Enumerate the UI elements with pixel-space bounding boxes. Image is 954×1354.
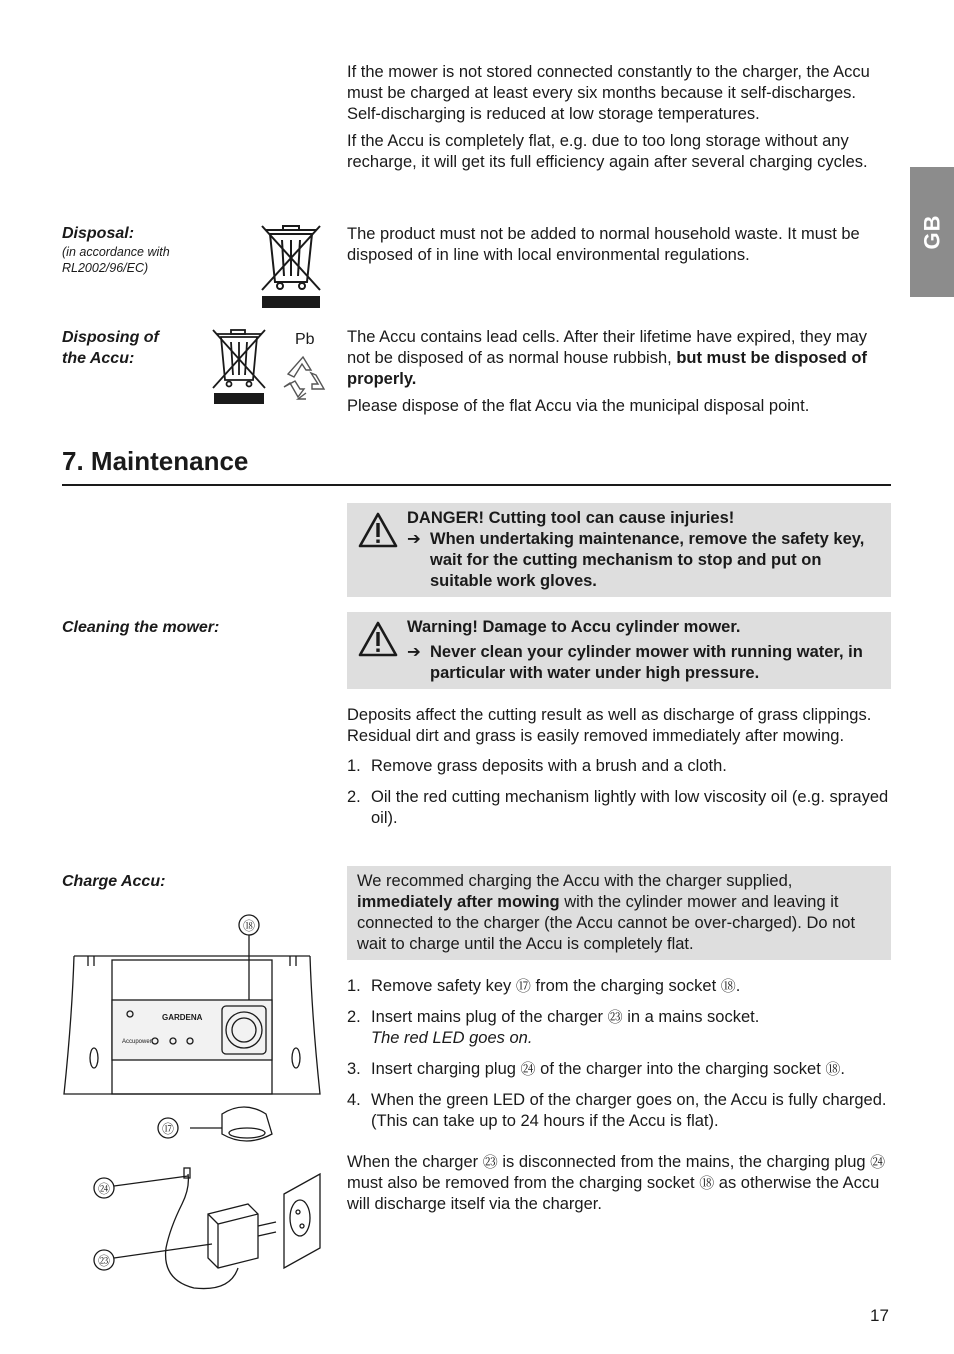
warning-triangle-icon (357, 511, 399, 549)
charge-recommendation-box (347, 866, 891, 960)
charge-recommendation-text (357, 871, 882, 955)
callout-ref: ⑰ (515, 978, 531, 995)
danger-instruction-text: When undertaking maintenance, remove the safety key, wait for the cutting mechanism to stop and put on suitable work gloves. (430, 530, 865, 590)
charge-step (347, 1007, 892, 1049)
step-number: 4. (347, 1091, 361, 1109)
charge-step (347, 1090, 892, 1132)
callout-ref: ⑱ (720, 978, 736, 995)
arrow-icon: ➔ (407, 643, 421, 661)
disposing-accu-label-line-2: the Accu: (62, 350, 135, 367)
cleaning-warning-text: Never clean your cylinder mower with running water, in particular with water under high pressure. (430, 643, 863, 682)
step-text: Remove grass deposits with a brush and a cloth. (371, 757, 727, 775)
disposing-accu-text (347, 327, 892, 390)
final-text: as otherwise the Accu will discharge itself via the charger. (347, 1174, 880, 1213)
disposing-accu-label-block (62, 327, 212, 369)
danger-box (347, 503, 891, 597)
panel-label: Accupower (122, 1039, 152, 1045)
step-number: 1. (347, 977, 361, 995)
disposal-directive-line-2: RL2002/96/EC) (62, 261, 149, 275)
step-text-end: . (840, 1060, 846, 1078)
step-number: 3. (347, 1060, 361, 1078)
step-text: Oil the red cutting mechanism lightly with low viscosity oil (e.g. sprayed oil). (371, 788, 889, 827)
lead-symbol: Pb (295, 331, 315, 348)
crossed-bin-icon (258, 224, 324, 310)
step-text: from the charging socket (535, 977, 717, 995)
storage-paragraph-1: If the mower is not stored connected constantly to the charger, the Accu must be charged at least every six months because it self-discharges. Self-discharging is reduced at low storage temperatures. (347, 63, 870, 123)
recycling-icon (278, 353, 328, 403)
cleaning-body (347, 705, 892, 829)
section-title: 7. Maintenance (62, 446, 249, 476)
page-number: 17 (870, 1306, 889, 1325)
step-text: When the green LED of the charger goes on, the Accu is fully charged. (This can take up to 24 hours if the Accu is flat). (371, 1091, 887, 1130)
step-text: Insert charging plug (371, 1060, 516, 1078)
final-text: When the charger (347, 1153, 479, 1171)
cleaning-warning-box (347, 612, 891, 689)
step-number: 2. (347, 1008, 361, 1026)
step-text: of the charger into the charging socket (540, 1060, 821, 1078)
cleaning-warning-text-block (407, 617, 879, 684)
storage-section (347, 62, 892, 173)
charge-step (347, 1059, 892, 1080)
callout-ref: ㉔ (870, 1154, 886, 1171)
callout-ref: ㉔ (520, 1061, 536, 1078)
cleaning-step (347, 756, 892, 777)
language-tab-label: GB (919, 214, 945, 250)
callout-24-label: ㉔ (97, 1182, 111, 1196)
crossed-bin-small-icon (209, 328, 269, 406)
disposing-accu-section (347, 327, 892, 417)
step-text: Remove safety key (371, 977, 512, 995)
cleaning-warning-instruction (407, 642, 879, 684)
step-text: Insert mains plug of the charger (371, 1008, 604, 1026)
step-note: The red LED goes on. (371, 1029, 533, 1047)
disposal-label: Disposal: (62, 225, 135, 242)
charge-step (347, 976, 892, 997)
charge-box-end: with the cylinder mower and leaving it connected to the charger (the Accu cannot be over-charged). Do not wait to charge until the Accu is completely flat. (357, 893, 856, 953)
danger-text-block (407, 508, 879, 592)
callout-ref: ㉓ (607, 1009, 623, 1026)
callout-ref: ⑱ (699, 1175, 715, 1192)
brand-logo: GARDENA (162, 1013, 203, 1022)
danger-title: DANGER! Cutting tool can cause injuries! (407, 509, 735, 527)
storage-paragraph-2: If the Accu is completely flat, e.g. due to too long storage without any recharge, it will get its full efficiency again after several charging cycles. (347, 132, 868, 171)
language-tab-gb (910, 167, 954, 297)
warning-triangle-icon (357, 620, 399, 658)
cleaning-label: Cleaning the mower: (62, 619, 220, 636)
step-number: 1. (347, 757, 361, 775)
charge-final-note (347, 1152, 892, 1215)
charging-illustration (62, 908, 332, 1298)
final-text: is disconnected from the mains, the charging plug (502, 1153, 866, 1171)
arrow-icon: ➔ (407, 530, 421, 548)
callout-ref: ⑱ (825, 1061, 841, 1078)
danger-instruction (407, 529, 879, 592)
callout-18-label: ⑱ (242, 919, 256, 933)
charge-box-start: We recommed charging the Accu with the charger supplied, (357, 872, 793, 890)
disposing-accu-text-2: Please dispose of the flat Accu via the municipal disposal point. (347, 397, 810, 415)
disposing-accu-label-line-1: Disposing of (62, 329, 159, 346)
cleaning-step (347, 787, 892, 829)
step-text-end: . (735, 977, 741, 995)
disposal-text: The product must not be added to normal household waste. It must be disposed of in line with local environmental regulations. (347, 225, 860, 264)
callout-17-label: ⑰ (161, 1122, 175, 1136)
cleaning-intro: Deposits affect the cutting result as well as discharge of grass clippings. Residual dirt and grass is easily removed immediately after mowing. (347, 706, 872, 745)
callout-23-label: ㉓ (97, 1254, 111, 1268)
final-text: must also be removed from the charging socket (347, 1174, 695, 1192)
disposing-accu-text-bold: but must be disposed of properly. (347, 349, 867, 388)
disposal-label-block (62, 223, 242, 276)
callout-ref: ㉓ (482, 1154, 498, 1171)
disposing-accu-text-start: The Accu contains lead cells. After their lifetime have expired, they may not be disposed of as normal house rubbish, (347, 328, 868, 367)
step-number: 2. (347, 788, 361, 806)
charge-label: Charge Accu: (62, 873, 166, 890)
charge-steps (347, 976, 892, 1215)
cleaning-warning-title: Warning! Damage to Accu cylinder mower. (407, 618, 741, 636)
charge-box-bold: immediately after mowing (357, 893, 560, 911)
section-divider (62, 484, 891, 486)
step-text: in a mains socket. (627, 1008, 760, 1026)
disposal-directive-line-1: (in accordance with (62, 245, 170, 259)
